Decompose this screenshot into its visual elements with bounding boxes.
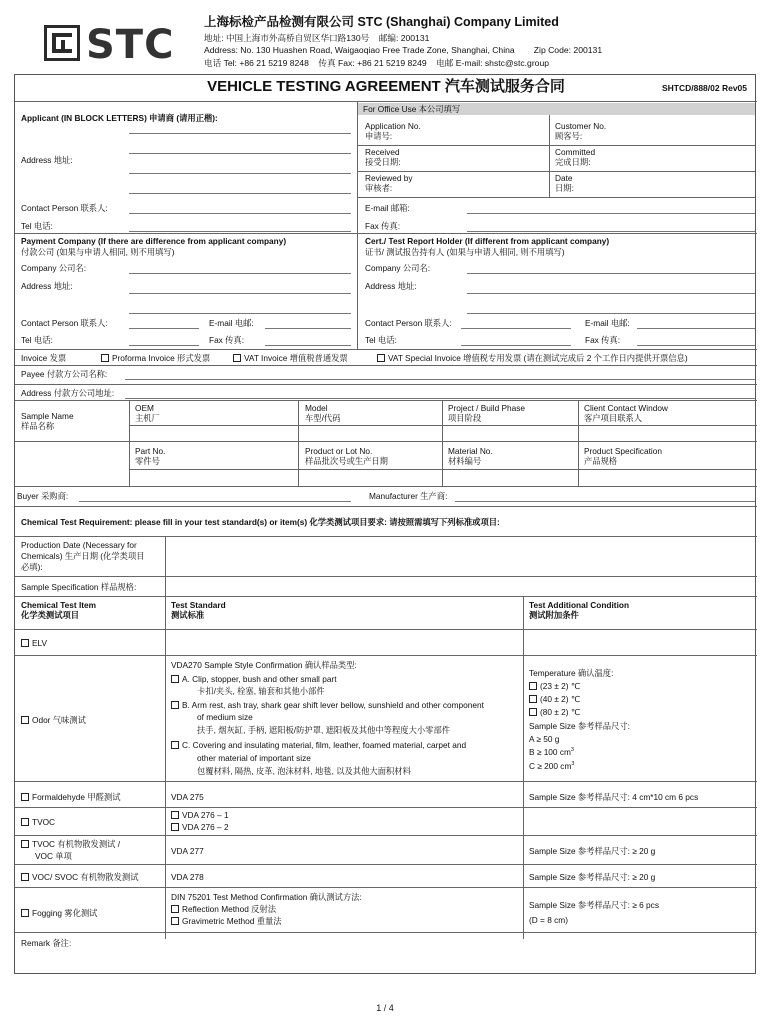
checkbox-icon [171,741,179,749]
checkbox-icon [529,708,537,716]
application-no-label: Application No. 申请号: [365,121,421,142]
company-info [204,15,764,69]
model-label: Model 车型/代码 [305,403,341,424]
holder-contact-label: Contact Person 联系人: [365,318,452,328]
fogging-std-title: DIN 75201 Test Method Confirmation 确认测试方法: [171,892,362,902]
tvoc-single-cond: Sample Size 参考样品尺寸: ≥ 20 g [529,846,656,856]
remark-label: Remark 备注: [21,938,72,948]
checkbox-icon [21,818,29,826]
sample-name-label: Sample Name 样品名称 [21,411,74,432]
gravimetric-method-option[interactable]: Gravimetric Method 重量法 [171,916,282,926]
proforma-invoice-option[interactable]: Proforma Invoice 形式发票 [101,353,210,363]
payment-company-label: Company 公司名: [21,263,87,273]
odor-option-a[interactable]: A. Clip, stopper, bush and other small part [171,674,337,684]
checkbox-icon [21,840,29,848]
buyer-label: Buyer 采购商: [17,491,69,501]
chemical-requirement-heading: Chemical Test Requirement: please fill in your test standard(s) or item(s) 化学类测试项目要求: 请按照需填写下列标准或项目: [21,517,500,527]
checkbox-icon [233,354,241,362]
project-label: Project / Build Phase 项目阶段 [448,403,526,424]
client-window-label: Client Contact Window 客户项目联系人 [584,403,668,424]
office-use-header: For Office Use 本公司填写 [357,103,755,115]
temperature-label: Temperature 确认温度: [529,668,614,678]
manufacturer-label: Manufacturer 生产商: [369,491,448,501]
checkbox-icon [529,695,537,703]
fogging-cond: Sample Size 参考样品尺寸: ≥ 6 pcs [529,900,659,910]
formaldehyde-option[interactable]: Formaldehyde 甲醛测试 [21,792,121,802]
payment-email-label: E-mail 电邮: [209,318,254,328]
payee-address-label: Address 付款方公司地址: [21,388,115,398]
form-title: VEHICLE TESTING AGREEMENT 汽车测试服务合同 [207,78,565,95]
holder-email-label: E-mail 电邮: [585,318,630,328]
fogging-option[interactable]: Fogging 雾化测试 [21,908,97,918]
odor-option-b[interactable]: B. Arm rest, ash tray, shark gear shift lever bellow, sunshield and other component [171,700,484,710]
odor-sample-size-label: Sample Size 参考样品尺寸: [529,721,630,731]
odor-size-a: A ≥ 50 g [529,734,560,744]
odor-std-title: VDA270 Sample Style Confirmation 确认样品类型: [171,660,357,670]
contact-person-label: Contact Person 联系人: [21,203,108,213]
holder-title: Cert./ Test Report Holder (If different from applicant company) [365,236,610,246]
temp-40-option[interactable]: (40 ± 2) ℃ [529,694,580,704]
tvoc-std-1[interactable]: VDA 276 – 1 [171,810,229,820]
checkbox-icon [21,639,29,647]
payment-title-cn: 付款公司 (如果与申请人相同, 则不用填写) [21,247,175,257]
checkbox-icon [171,701,179,709]
temp-23-option[interactable]: (23 ± 2) ℃ [529,681,580,691]
formaldehyde-std: VDA 275 [171,792,204,802]
company-name: 上海标检产品检测有限公司 STC (Shanghai) Company Limited [204,15,559,29]
reviewed-label: Reviewed by 审核者: [365,173,413,194]
payee-label: Payee 付款方公司名称: [21,369,108,379]
checkbox-icon [377,354,385,362]
holder-address-label: Address 地址: [365,281,417,291]
odor-option[interactable]: Odor 气味测试 [21,715,86,725]
odor-option-b-cont: of medium size [197,712,253,722]
address-label: Address 地址: [21,155,73,165]
stc-logo [44,22,204,68]
checkbox-icon [21,909,29,917]
checkbox-icon [171,917,179,925]
odor-size-b: B ≥ 100 $cm^3$ [529,747,574,757]
col-additional-condition: Test Additional Condition 测试附加条件 [529,600,630,621]
holder-tel-label: Tel 电话: [365,335,397,345]
oem-label: OEM 主机厂 [135,403,160,424]
checkbox-icon [171,675,179,683]
reflection-method-option[interactable]: Reflection Method 反射法 [171,904,276,914]
company-address-cn: 地址: 中国上海市外高桥自贸区华口路130号 邮编: 200131 [204,32,430,43]
formaldehyde-cond: Sample Size 参考样品尺寸: 4 cm*10 cm 6 pcs [529,792,699,802]
holder-fax-label: Fax 传真: [585,335,621,345]
received-label: Received 接受日期: [365,147,401,168]
product-spec-label: Product Specification 产品规格 [584,446,662,467]
sample-spec-label: Sample Specification 样品规格: [21,582,137,592]
voc-svoc-cond: Sample Size 参考样品尺寸: ≥ 20 g [529,872,656,882]
payment-fax-label: Fax 传真: [209,335,245,345]
page-number: 1 / 4 [376,1003,394,1013]
odor-size-c: C ≥ 200 $cm^3$ [529,761,575,771]
holder-company-label: Company 公司名: [365,263,431,273]
email-label: E-mail 邮箱: [365,203,410,213]
voc-svoc-std: VDA 278 [171,872,204,882]
odor-option-a-cn: 卡扣/夹头, 栓塞, 轴套和其他小部件 [197,686,325,696]
col-test-item: Chemical Test Item 化学类测试项目 [21,600,97,621]
agreement-form [14,74,756,974]
odor-option-c[interactable]: C. Covering and insulating material, film, leather, foamed material, carpet and [171,740,466,750]
payment-title: Payment Company (If there are difference from applicant company) [21,236,287,246]
checkbox-icon [529,682,537,690]
elv-option[interactable]: ELV [21,638,47,648]
customer-no-label: Customer No. 顾客号: [555,121,607,142]
checkbox-icon [171,823,179,831]
checkbox-icon [171,905,179,913]
checkbox-icon [101,354,109,362]
logo-mark-icon [44,25,80,61]
tvoc-std-2[interactable]: VDA 276 – 2 [171,822,229,832]
production-date-label: Production Date (Necessary for Chemicals) 生产日期 (化学类项目 必填): [21,540,145,572]
fax-label: Fax 传真: [365,221,401,231]
product-lot-label: Product or Lot No. 样品批次号或生产日期 [305,446,388,467]
applicant-label: Applicant (IN BLOCK LETTERS) 申请商 (请用正楷): [21,113,218,123]
checkbox-icon [171,811,179,819]
odor-option-c-cont: other material of important size [197,753,311,763]
tel-label: Tel 电话: [21,221,53,231]
part-no-label: Part No. 零件号 [135,446,166,467]
fogging-cond-2: (D = 8 cm) [529,915,568,925]
invoice-label: Invoice 发票 [21,353,67,363]
odor-option-c-cn: 包覆材料, 隔热, 皮革, 泡沫材料, 地毯, 以及其他大面积材料 [197,766,411,776]
vat-special-invoice-option[interactable]: VAT Special Invoice 增值税专用发票 (请在测试完成后 2 个工作日内提供开票信息) [377,353,688,363]
checkbox-icon [21,873,29,881]
odor-option-b-cn: 扶手, 烟灰缸, 手柄, 遮阳板/防护罩, 遮阳板及其他中等程度大小零部件 [197,725,451,735]
tvoc-single-option[interactable]: TVOC 有机物散发测试 / [21,839,120,849]
tvoc-single-std: VDA 277 [171,846,204,856]
payment-tel-label: Tel 电话: [21,335,53,345]
committed-label: Committed 完成日期: [555,147,596,168]
company-address-en: Address: No. 130 Huashen Road, Waigaoqiao Free Trade Zone, Shanghai, China Zip Code: 200131 [204,45,603,56]
material-no-label: Material No. 材料编号 [448,446,493,467]
voc-svoc-option[interactable]: VOC/ SVOC 有机物散发测试 [21,872,139,882]
document-number: SHTCD/888/02 Rev05 [661,83,747,93]
date-label: Date 日期: [555,173,574,194]
col-test-standard: Test Standard 测试标准 [171,600,226,621]
tvoc-option[interactable]: TVOC [21,817,55,827]
checkbox-icon [21,716,29,724]
holder-title-cn: 证书/ 测试报告持有人 (如果与申请人相同, 则不用填写) [365,247,565,257]
logo-text: STC [86,22,175,68]
payment-address-label: Address 地址: [21,281,73,291]
checkbox-icon [21,793,29,801]
vat-invoice-option[interactable]: VAT Invoice 增值税普通发票 [233,353,348,363]
company-contact: 电话 Tel: +86 21 5219 8248 传真 Fax: +86 21 5219 8249 电邮 E-mail: shstc@stc.group [204,58,550,69]
temp-80-option[interactable]: (80 ± 2) ℃ [529,707,580,717]
tvoc-single-option-cont: VOC 单项 [35,851,72,861]
payment-contact-label: Contact Person 联系人: [21,318,108,328]
letterhead [14,12,756,70]
